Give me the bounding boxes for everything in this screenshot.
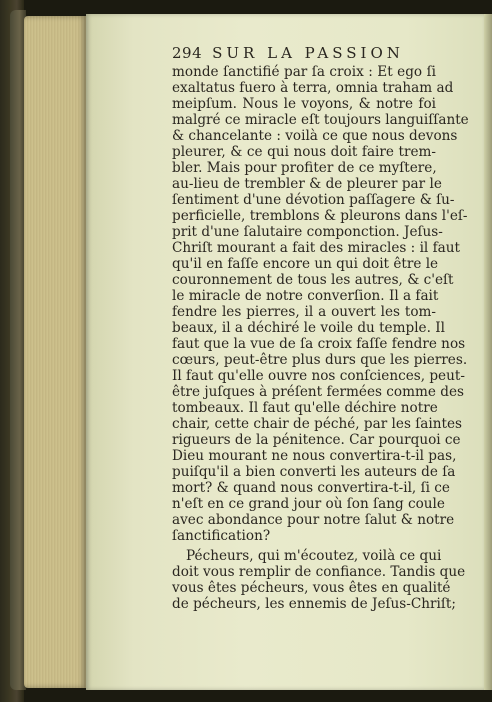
text-line: & chancelante : voilà ce que nous devons bbox=[172, 128, 458, 144]
text-line: au-lieu de trembler & de pleurer par le bbox=[172, 176, 442, 192]
text-line: Il faut qu'elle ouvre nos conſciences, peut- bbox=[172, 368, 465, 384]
text-line: avec abondance pour notre ſalut & notre bbox=[172, 512, 455, 528]
text-line: Pécheurs, qui m'écoutez, voilà ce qui bbox=[186, 548, 442, 564]
text-line: qu'il en faſſe encore un qui doit être le bbox=[172, 256, 439, 272]
text-block bbox=[172, 44, 469, 612]
text-line: doit vous remplir de confiance. Tandis que bbox=[172, 564, 466, 580]
text-line: être juſques à préſent fermées comme des bbox=[172, 384, 464, 400]
text-line: fendre les pierres, il a ouvert les tom- bbox=[172, 304, 436, 320]
paragraph-1 bbox=[172, 64, 469, 544]
text-line: tombeaux. Il faut qu'elle déchire notre bbox=[172, 400, 438, 416]
page-stack-edge bbox=[24, 16, 86, 688]
text-line: perficielle, tremblons & pleurons dans l'eſ- bbox=[172, 208, 468, 224]
text-line: Dieu mourant ne nous convertira-t-il pas, bbox=[172, 448, 457, 464]
text-line: mort? & quand nous convertira-t-il, ſi ce bbox=[172, 480, 450, 496]
text-line: rigueurs de la pénitence. Car pourquoi ce bbox=[172, 432, 461, 448]
running-head: SUR LA PASSION bbox=[212, 44, 404, 62]
text-line: prit d'une ſalutaire componction. Jeſus- bbox=[172, 224, 443, 240]
text-line: ſentiment d'une dévotion paſſagere & ſu- bbox=[172, 192, 455, 208]
text-line: le miracle de notre converſion. Il a fait bbox=[172, 288, 439, 304]
paragraph-2 bbox=[172, 548, 466, 612]
text-line: beaux, il a déchiré le voile du temple. Il bbox=[172, 320, 445, 336]
page-header bbox=[172, 44, 436, 64]
text-line: bler. Mais pour profiter de ce myſtere, bbox=[172, 160, 437, 176]
page-right-edge bbox=[484, 14, 492, 690]
text-line: cœurs, peut-être plus durs que les pierres. bbox=[172, 352, 468, 368]
text-line: faut que la vue de ſa croix faſſe fendre nos bbox=[172, 336, 466, 352]
book-cover bbox=[0, 0, 24, 702]
text-line: n'eſt en ce grand jour où ſon ſang coule bbox=[172, 496, 445, 512]
text-line: ſanctification? bbox=[172, 528, 271, 544]
text-line: monde ſanctifié par ſa croix : Et ego ſi bbox=[172, 64, 436, 80]
page-number: 294 bbox=[172, 44, 203, 62]
text-line: exaltatus fuero à terra, omnia traham ad bbox=[172, 80, 454, 96]
text-line: meipſum. Nous le voyons, & notre foi bbox=[172, 96, 436, 112]
text-line: couronnement de tous les autres, & c'eſt bbox=[172, 272, 454, 288]
text-line: Chriſt mourant a fait des miracles : il faut bbox=[172, 240, 460, 256]
text-line: pleurer, & ce qui nous doit faire trem- bbox=[172, 144, 436, 160]
text-line: malgré ce miracle eſt toujours languiſſante bbox=[172, 112, 469, 128]
text-line: vous êtes pécheurs, vous êtes en qualité bbox=[172, 580, 451, 596]
text-line: chair, cette chair de péché, par les ſaintes bbox=[172, 416, 462, 432]
text-line: puiſqu'il a bien converti les auteurs de ſa bbox=[172, 464, 456, 480]
text-line: de pécheurs, les ennemis de Jeſus-Chriſt; bbox=[172, 596, 456, 612]
